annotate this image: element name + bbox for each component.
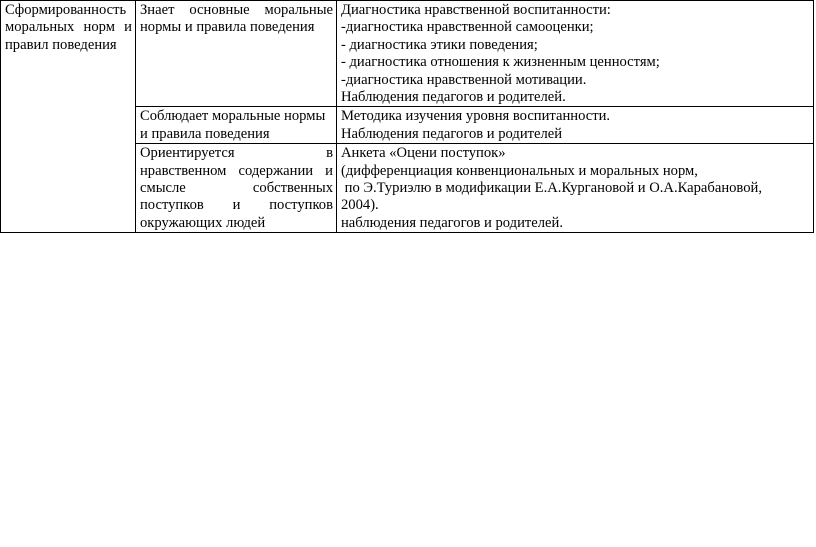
indicator-text-line: нормы и правила поведения [140, 19, 315, 36]
method-text-line: - диагностика отношения к жизненным ценностям; [341, 54, 660, 71]
indicator-text-line: Ориентируется в [140, 145, 333, 162]
method-text-line: по Э.Туриэлю в модификации Е.А.Кургановой и О.А.Карабановой, [341, 180, 762, 197]
method-text-line: - диагностика этики поведения; [341, 36, 538, 53]
indicator-text-line: Соблюдает моральные нормы [140, 108, 326, 125]
method-cell [337, 1, 814, 107]
criteria-table [0, 0, 814, 233]
method-text-line: Методика изучения уровня воспитанности. [341, 108, 611, 125]
method-text-line: 2004). [341, 197, 379, 214]
method-cell [337, 144, 814, 233]
criterion-text-line: моральных норм и [5, 19, 132, 36]
indicator-cell [136, 144, 337, 233]
method-text-line: Наблюдения педагогов и родителей. [341, 89, 566, 106]
method-text-line: (дифференциация конвенциональных и моральных норм, [341, 162, 698, 179]
indicator-text-line: нравственном содержании и [140, 162, 333, 179]
method-text-line: -диагностика нравственной мотивации. [341, 71, 587, 88]
indicator-text-line: смысле собственных [140, 180, 333, 197]
criterion-text-line: Сформированность [5, 2, 127, 18]
criterion-cell [1, 1, 136, 233]
indicator-cell [136, 1, 337, 107]
indicator-text-line: Знает основные моральные [140, 2, 333, 18]
method-text-line: Анкета «Оцени поступок» [341, 145, 506, 162]
criterion-text-line: правил поведения [5, 36, 117, 53]
method-text-line: Наблюдения педагогов и родителей [341, 125, 563, 142]
indicator-text-line: поступков и поступков [140, 197, 333, 214]
indicator-text-line: окружающих людей [140, 214, 266, 231]
method-text-line: наблюдения педагогов и родителей. [341, 214, 563, 231]
indicator-text-line: и правила поведения [140, 125, 270, 142]
method-text-line: -диагностика нравственной самооценки; [341, 19, 594, 36]
table-row [1, 1, 814, 107]
method-cell [337, 107, 814, 144]
method-text-line: Диагностика нравственной воспитанности: [341, 2, 611, 18]
indicator-cell [136, 107, 337, 144]
